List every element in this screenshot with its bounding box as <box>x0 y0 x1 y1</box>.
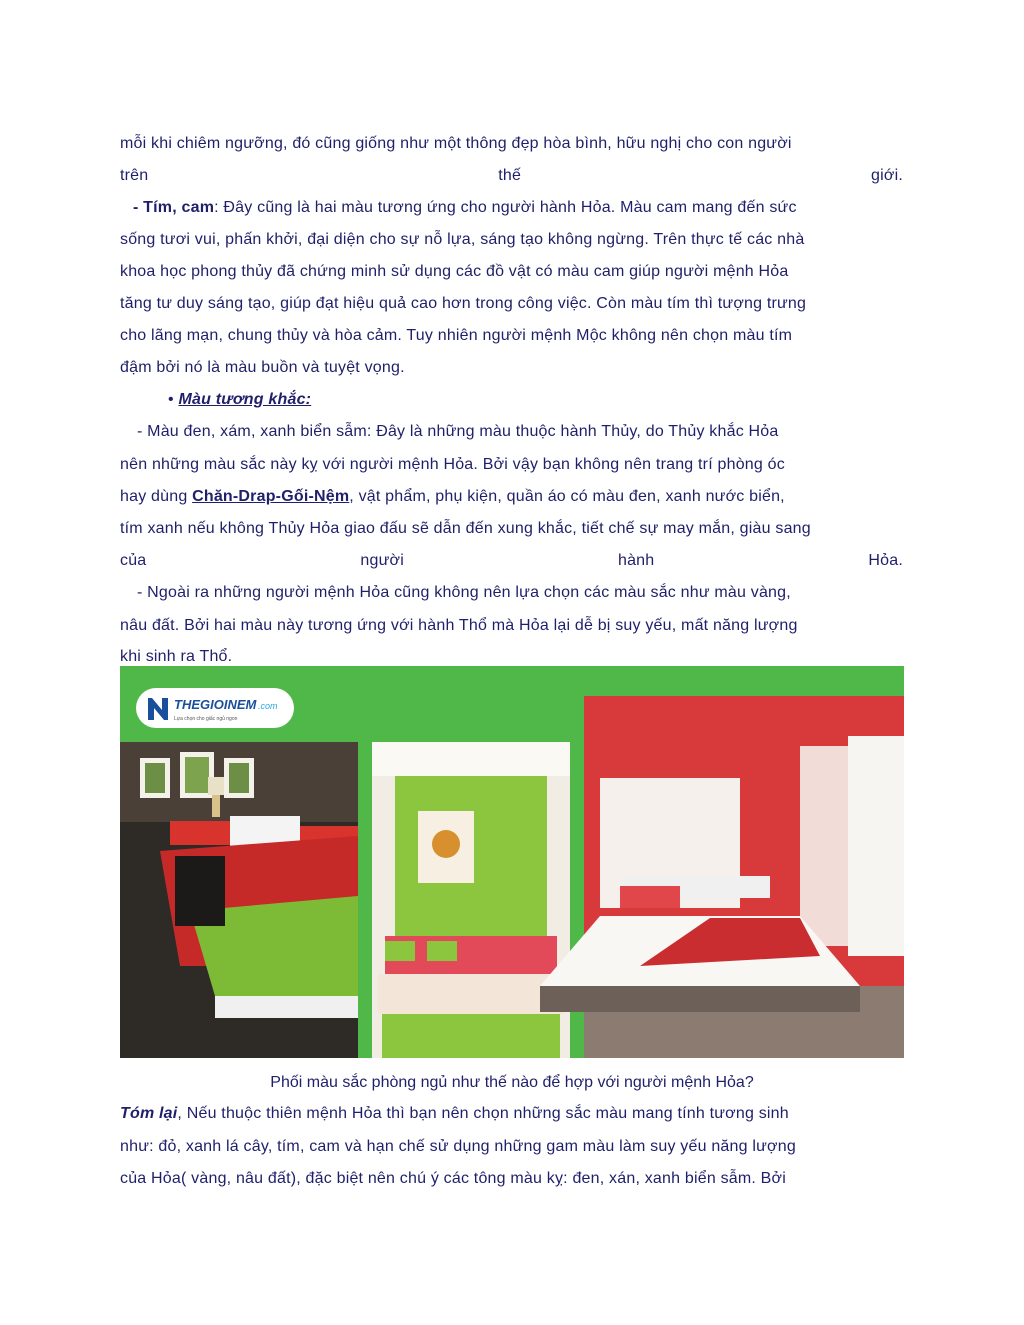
word: của <box>120 552 147 569</box>
body-text: , Nếu thuộc thiên mệnh Hỏa thì bạn nên chọn những sắc màu mang tính tương sinh <box>177 1105 789 1122</box>
term-label: - Tím, cam <box>133 199 215 216</box>
body-text-line: - Màu đen, xám, xanh biển sẫm: Đây là những màu thuộc hành Thủy, do Thủy khắc Hỏa <box>137 423 779 440</box>
body-text-line: khoa học phong thủy đã chứng minh sử dụng các đồ vật có màu cam giúp người mệnh Hỏa <box>120 263 789 280</box>
term-label: Tóm lại <box>120 1105 178 1122</box>
body-text-line: tím xanh nếu không Thủy Hỏa giao đấu sẽ dẫn đến xung khắc, tiết chế sự may mắn, giàu sang <box>120 520 811 537</box>
word: trên <box>120 167 149 184</box>
body-text: hay dùng <box>120 488 193 505</box>
body-text: : Đây cũng là hai màu tương ứng cho người hành Hỏa. Màu cam mang đến sức <box>214 199 797 216</box>
logo-text: THEGIOINEM <box>174 697 257 712</box>
image-caption: Phối màu sắc phòng ngủ như thế nào để hợp với người mệnh Hỏa? <box>270 1074 754 1091</box>
body-text-line: của Hỏa( vàng, nâu đất), đặc biệt nên chú ý các tông màu kỵ: đen, xán, xanh biển sẫm. Bởi <box>120 1170 787 1187</box>
brand-logo <box>136 688 294 728</box>
body-text-line: đậm bởi nó là màu buồn và tuyệt vọng. <box>120 359 405 376</box>
bedroom-collage-image <box>120 666 904 1058</box>
word: Hỏa. <box>868 552 903 569</box>
body-text-line <box>120 1104 903 1124</box>
body-text-line <box>120 551 903 571</box>
bullet-heading <box>168 390 468 410</box>
body-text-line: khi sinh ra Thổ. <box>120 648 233 665</box>
body-text-line <box>133 198 903 218</box>
bullet-heading-text: Màu tương khắc: <box>178 391 312 408</box>
word: giới. <box>871 167 903 184</box>
word: thế <box>498 167 522 184</box>
body-text: , vật phẩm, phụ kiện, quần áo có màu đen, xanh nước biển, <box>349 488 785 505</box>
logo-tagline: Lựa chọn cho giấc ngủ ngon <box>174 716 238 722</box>
body-text-line: như: đỏ, xanh lá cây, tím, cam và hạn chế sử dụng những gam màu làm suy yếu năng lượng <box>120 1138 796 1155</box>
word: người <box>360 552 404 569</box>
body-text-line: nên những màu sắc này kỵ với người mệnh Hỏa. Bởi vậy bạn không nên trang trí phòng óc <box>120 456 785 473</box>
body-text-line: - Ngoài ra những người mệnh Hỏa cũng không nên lựa chọn các màu sắc như màu vàng, <box>137 584 791 601</box>
left-bedroom-photo <box>120 742 358 1058</box>
word: hành <box>617 552 655 569</box>
right-bedroom-photo <box>540 696 904 1058</box>
body-text-line: cho lãng mạn, chung thủy và hòa cảm. Tuy nhiên người mệnh Mộc không nên chọn màu tím <box>120 327 793 344</box>
logo-suffix: .com <box>258 701 278 711</box>
body-text-line: nâu đất. Bởi hai màu này tương ứng với hành Thổ mà Hỏa lại dễ bị suy yếu, mất năng lượng <box>120 617 798 634</box>
product-link[interactable]: Chăn-Drap-Gối-Nệm <box>192 488 350 505</box>
bullet-icon: • <box>168 391 174 408</box>
body-text-line: tăng tư duy sáng tạo, giúp đạt hiệu quả cao hơn trong công việc. Còn màu tím thì tượng trưng <box>120 295 807 312</box>
body-text-line: sống tươi vui, phấn khởi, đại diện cho sự nỗ lựa, sáng tạo không ngừng. Trên thực tế các nhà <box>120 231 805 248</box>
body-text-line <box>120 166 903 186</box>
body-text-line: mỗi khi chiêm ngưỡng, đó cũng giống như một thông đẹp hòa bình, hữu nghị cho con người <box>120 135 792 152</box>
body-text-line <box>120 487 903 507</box>
